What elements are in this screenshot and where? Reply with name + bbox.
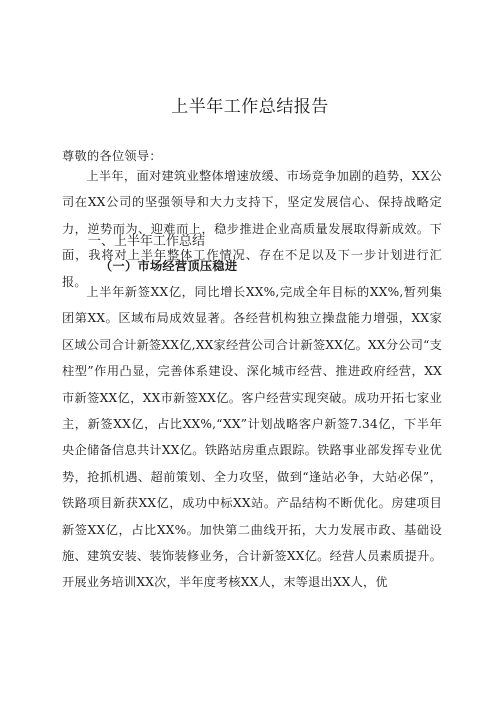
- greeting-line: 尊敬的各位领导：: [62, 149, 162, 163]
- intro-paragraph: 上半年，面对建筑业整体增速放缓、市场竞争加剧的趋势，XX公司在XX公司的坚强领导和大力支持下，坚定发展信心、保持战略定力，逆势而为、迎难而上，稳步推进企业高质量发展取得新成效。下面，我将对上半年整体工作情况、存在不足以及下一步计划进行汇报。: [62, 169, 442, 289]
- subsection-heading: （一）市场经营顶压稳进: [100, 259, 238, 273]
- section-heading: 一、上半年工作总结: [88, 234, 206, 249]
- document-title: 上半年工作总结报告: [171, 97, 329, 117]
- subsection-paragraph: 上半年新签XX亿，同比增长XX%,完成全年目标的XX%,暂列集团第XX。区域布局成效显著。各经营机构独立操盘能力增强，XX家区域公司合计新签XX亿,XX家经营公司合计新签XX亿。XX分公司“支柱型”作用凸显，完善体系建设、深化城市经营、推进政府经营，XX市新签XX亿，XX市新签XX亿。客户经营实现突破。成功开拓七家业主，新签XX亿，占比XX%,“XX”计划战略客户新签7.34亿，下半年央企储备信息共计XX亿。铁路站房重点跟踪。铁路事业部发挥专业优势，抢抓机遇、超前策划、全力攻坚，做到“逢站必争，大站必保”，铁路项目新获XX亿，成功中标XX站。产品结构不断优化。房建项目新签XX亿，占比XX%。加快第二曲线开拓，大力发展市政、基础设施、建筑安装、装饰装修业务，合计新签XX亿。经营人员素质提升。开展业务培训XX次，半年度考核XX人，末等退出XX人，优: [62, 285, 442, 590]
